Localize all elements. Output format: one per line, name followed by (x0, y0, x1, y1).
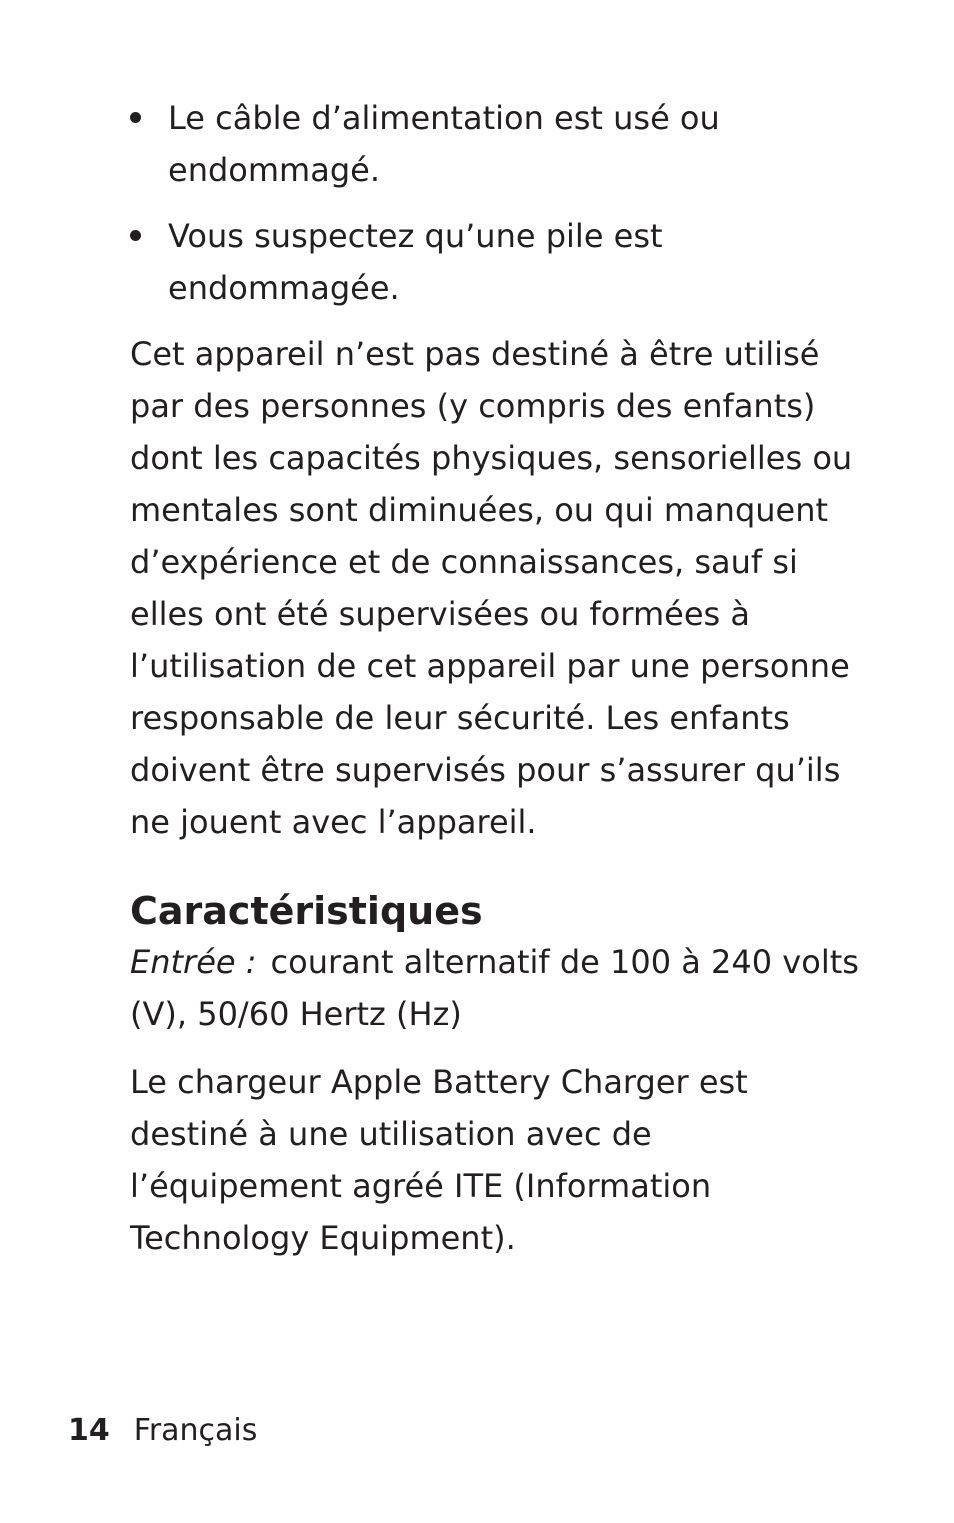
page-content (130, 92, 860, 1264)
bullet-text: Le câble d’alimentation est usé ou endommagé. (168, 99, 720, 189)
bullet-icon (130, 230, 141, 241)
section-heading: Caractéristiques (130, 889, 483, 933)
bullet-item-damaged-cable (130, 92, 860, 196)
safety-paragraph: Cet appareil n’est pas destiné à être utilisé par des personnes (y compris des enfants) dont les capacités physiques, sensorielles ou mentales sont diminuées, ou qui manquent d’expérience et de connaissances, sauf si elles ont été supervisées ou formées à l’utilisation de cet appareil par une personne responsable de leur sécurité. Les enfants doivent être supervisés pour s’assurer qu’ils ne jouent avec l’appareil. (130, 335, 853, 841)
usage-paragraph: Le chargeur Apple Battery Charger est destiné à une utilisation avec de l’équipement agréé ITE (Information Technology Equipment). (130, 1063, 748, 1257)
footer-language: Français (133, 1413, 258, 1448)
bullet-text: Vous suspectez qu’une pile est endommagée. (168, 217, 663, 307)
bullet-icon (130, 112, 141, 123)
page-number: 14 (68, 1413, 110, 1448)
input-spec-label: Entrée : (130, 943, 257, 981)
input-spec-value: courant alternatif de 100 à 240 volts (V), 50/60 Hertz (Hz) (130, 943, 859, 1033)
page-footer (68, 1408, 257, 1454)
bullet-item-damaged-battery (130, 210, 860, 314)
bullet-list (130, 92, 860, 314)
input-spec (130, 936, 860, 1040)
